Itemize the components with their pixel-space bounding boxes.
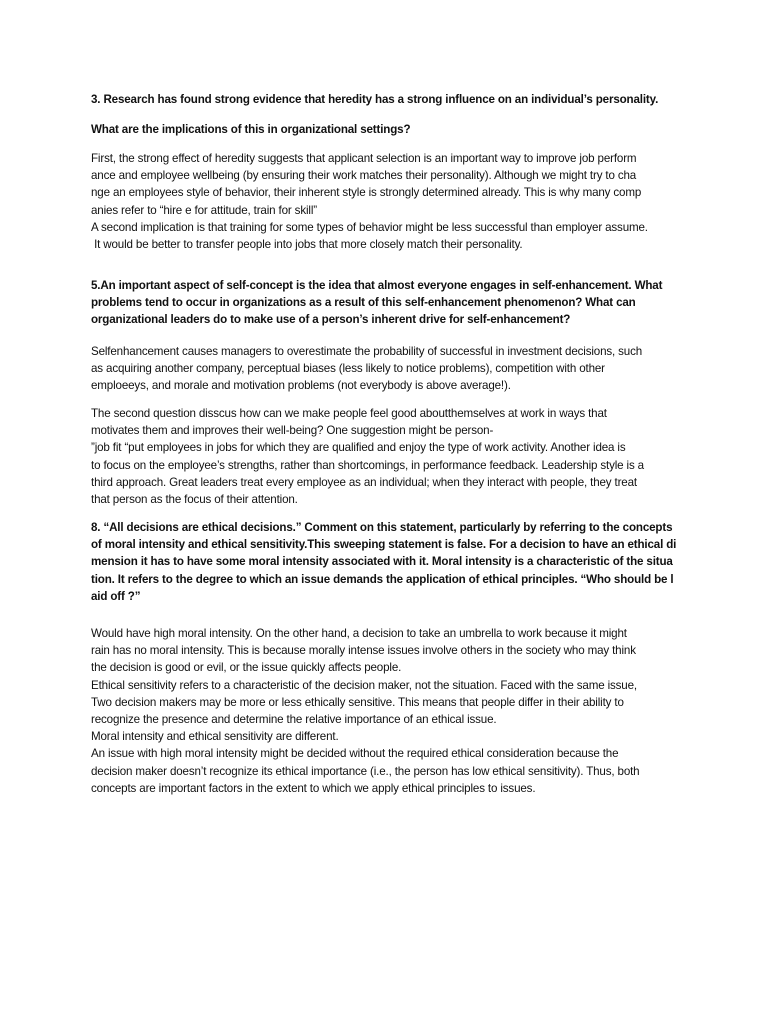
q5-question <box>91 277 723 329</box>
q3-heading-line: 3. Research has found strong evidence that heredity has a strong influence on an individual’s personality. <box>91 93 659 106</box>
q5-answer-2 <box>91 405 723 508</box>
q8-answer-line: the decision is good or evil, or the issue quickly affects people. <box>91 661 402 675</box>
q3-answer-line: ance and employee wellbeing (by ensuring their work matches their personality). Although we might try to cha <box>91 169 637 183</box>
q5-answer-1 <box>91 343 723 395</box>
q5-question-line: problems tend to occur in organizations as a result of this self-enhancement phenomenon? What can <box>91 296 636 310</box>
q5-question-line: organizational leaders do to make use of a person’s inherent drive for self-enhancement? <box>91 313 571 327</box>
q3-subheading-line: What are the implications of this in organizational settings? <box>91 123 411 136</box>
q8-question-line: aid off ?” <box>91 589 141 603</box>
q3-answer-line: nge an employees style of behavior, their inherent style is strongly determined already. This is why many comp <box>91 186 642 200</box>
q5-answer-2-line: motivates them and improves their well-being? One suggestion might be person- <box>91 424 494 438</box>
q8-question-line: of moral intensity and ethical sensitivity.This sweeping statement is false. For a decision to have an ethical di <box>91 538 677 552</box>
q8-answer-line: recognize the presence and determine the relative importance of an ethical issue. <box>91 712 497 726</box>
q5-answer-2-line: third approach. Great leaders treat every employee as an individual; when they interact with people, they treat <box>91 475 637 489</box>
q3-answer <box>91 150 723 253</box>
q8-answer-line: Two decision makers may be more or less ethically sensitive. This means that people differ in their ability to <box>91 695 624 709</box>
q5-question-line: 5.An important aspect of self-concept is the idea that almost everyone engages in self-enhancement. What <box>91 279 663 292</box>
q3-answer-line: First, the strong effect of heredity suggests that applicant selection is an important way to improve job perform <box>91 152 637 165</box>
q5-answer-2-line: The second question disscus how can we make people feel good aboutthemselves at work in ways that <box>91 407 607 420</box>
q5-answer-2-line: ”job fit “put employees in jobs for which they are qualified and enjoy the type of work activity. Another idea is <box>91 441 626 455</box>
q8-answer-line: Moral intensity and ethical sensitivity are different. <box>91 730 339 744</box>
q3-answer-line: It would be better to transfer people into jobs that more closely match their personality. <box>91 237 523 251</box>
q8-answer-line: Ethical sensitivity refers to a characteristic of the decision maker, not the situation. Faced with the same issue, <box>91 678 637 692</box>
q8-answer-line: Would have high moral intensity. On the other hand, a decision to take an umbrella to work because it might <box>91 627 627 640</box>
q3-answer-line: anies refer to “hire e for attitude, train for skill” <box>91 203 317 217</box>
q8-question <box>91 519 723 605</box>
q3-answer-line: A second implication is that training for some types of behavior might be less successful than employer assume. <box>91 220 648 234</box>
q3-subheading <box>91 121 723 138</box>
q8-answer-line: decision maker doesn’t recognize its ethical importance (i.e., the person has low ethical sensitivity). Thus, both <box>91 764 640 778</box>
q8-question-line: 8. “All decisions are ethical decisions.” Comment on this statement, particularly by referring to the concepts <box>91 521 673 534</box>
q8-answer-line: An issue with high moral intensity might be decided without the required ethical consideration because the <box>91 747 619 761</box>
q5-answer-1-line: as acquiring another company, perceptual biases (less likely to notice problems), competition with other <box>91 362 605 376</box>
q8-answer <box>91 625 723 797</box>
q5-answer-2-line: that person as the focus of their attention. <box>91 492 298 506</box>
q8-answer-line: concepts are important factors in the extent to which we apply ethical principles to issues. <box>91 781 536 795</box>
q8-question-line: tion. It refers to the degree to which an issue demands the application of ethical principles. “Who should be l <box>91 572 674 586</box>
q3-heading <box>91 91 723 108</box>
q5-answer-1-line: Selfenhancement causes managers to overestimate the probability of successful in investment decisions, such <box>91 345 643 358</box>
q8-question-line: mension it has to have some moral intensity associated with it. Moral intensity is a characteristic of the situa <box>91 555 673 569</box>
q5-answer-1-line: emploeeys, and morale and motivation problems (not everybody is above average!). <box>91 379 511 393</box>
q8-answer-line: rain has no moral intensity. This is because morally intense issues involve others in the society who may think <box>91 644 636 658</box>
q5-answer-2-line: to focus on the employee’s strengths, rather than shortcomings, in performance feedback. Leadership style is a <box>91 458 644 472</box>
